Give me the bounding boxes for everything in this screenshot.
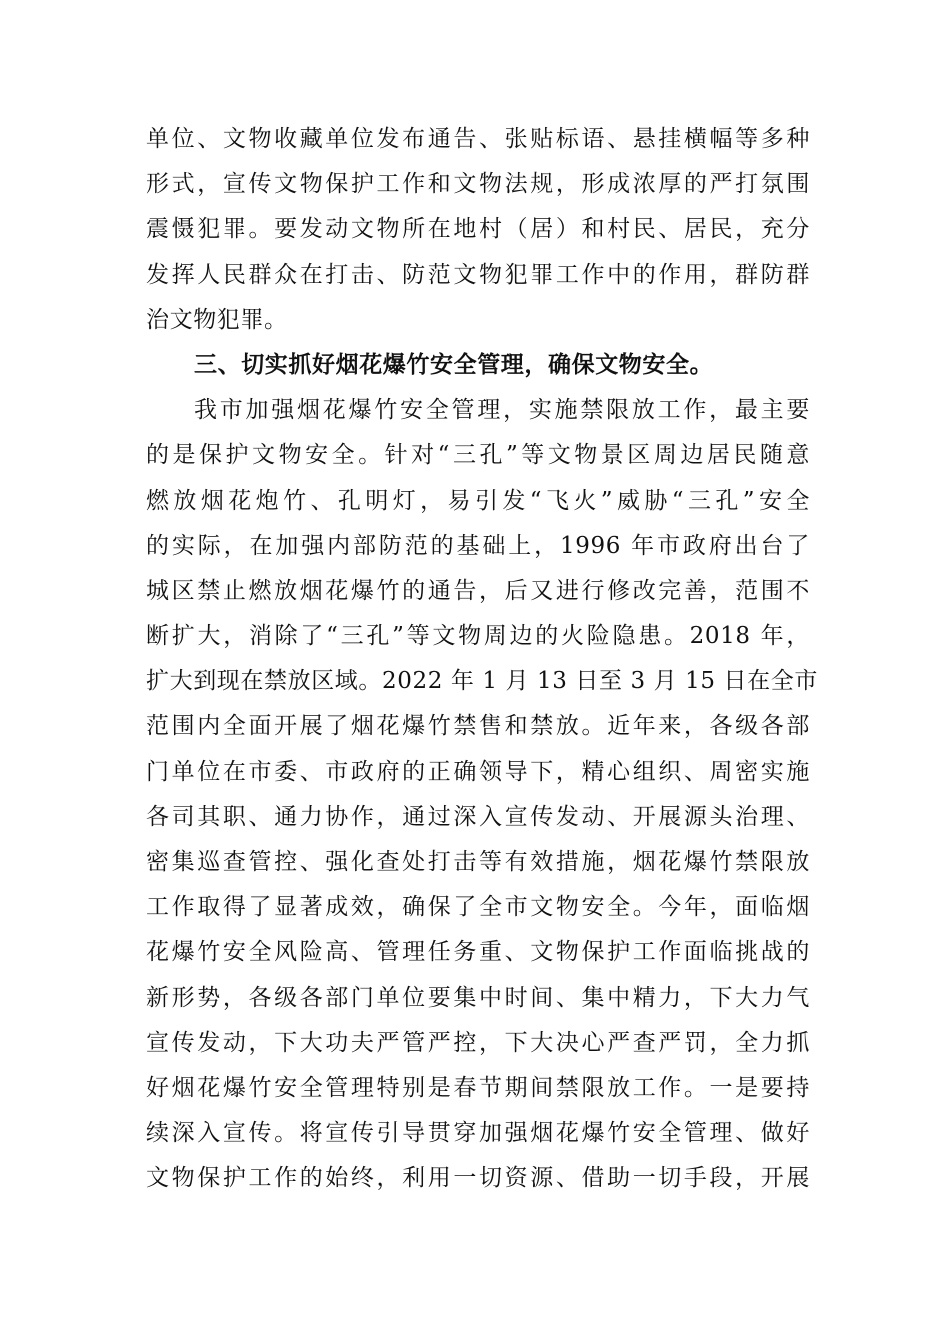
paragraph-2-line-18: 文物保护工作的始终，利用一切资源、借助一切手段，开展 bbox=[146, 1165, 810, 1192]
paragraph-2-line-13: 花爆竹安全风险高、管理任务重、文物保护工作面临挑战的 bbox=[146, 939, 810, 966]
paragraph-2-line-2: 的是保护文物安全。针对“三孔”等文物景区周边居民随意 bbox=[146, 442, 810, 469]
paragraph-2-line-15: 宣传发动，下大功夫严管严控，下大决心严查严罚，全力抓 bbox=[146, 1029, 810, 1056]
paragraph-1-line-1: 单位、文物收藏单位发布通告、张贴标语、悬挂横幅等多种 bbox=[146, 126, 810, 152]
paragraph-2-line-5: 城区禁止燃放烟花爆竹的通告，后又进行修改完善，范围不 bbox=[146, 577, 810, 604]
paragraph-2-line-14: 新形势，各级各部门单位要集中时间、集中精力，下大力气 bbox=[146, 984, 810, 1011]
paragraph-2-line-11: 密集巡查管控、强化查处打击等有效措施，烟花爆竹禁限放 bbox=[146, 849, 810, 875]
paragraph-1-line-4: 发挥人民群众在打击、防范文物犯罪工作中的作用，群防群 bbox=[146, 261, 810, 288]
paragraph-2-line-16: 好烟花爆竹安全管理特别是春节期间禁限放工作。一是要持 bbox=[146, 1074, 810, 1101]
paragraph-2-line-7: 扩大到现在禁放区域。2022 年 1 月 13 日至 3 月 15 日在全市 bbox=[146, 668, 818, 695]
paragraph-2-line-3: 燃放烟花炮竹、孔明灯，易引发“飞火”威胁“三孔”安全 bbox=[146, 487, 810, 514]
paragraph-2-line-10: 各司其职、通力协作，通过深入宣传发动、开展源头治理、 bbox=[146, 803, 810, 830]
paragraph-2-line-12: 工作取得了显著成效，确保了全市文物安全。今年，面临烟 bbox=[146, 894, 810, 921]
paragraph-1-line-2: 形式，宣传文物保护工作和文物法规，形成浓厚的严打氛围 bbox=[146, 171, 810, 198]
document-body bbox=[146, 117, 818, 1202]
section-heading: 三、切实抓好烟花爆竹安全管理，确保文物安全。 bbox=[194, 351, 714, 378]
paragraph-2-line-6: 断扩大，消除了“三孔”等文物周边的火险隐患。2018 年， bbox=[146, 623, 810, 650]
paragraph-2-line-9: 门单位在市委、市政府的正确领导下，精心组织、周密实施 bbox=[146, 758, 810, 785]
paragraph-2-line-4: 的实际，在加强内部防范的基础上，1996 年市政府出台了 bbox=[146, 532, 810, 559]
paragraph-2-line-1: 我市加强烟花爆竹安全管理，实施禁限放工作，最主要 bbox=[194, 397, 810, 424]
paragraph-1-line-3: 震慑犯罪。要发动文物所在地村（居）和村民、居民，充分 bbox=[146, 216, 810, 243]
paragraph-2-line-17: 续深入宣传。将宣传引导贯穿加强烟花爆竹安全管理、做好 bbox=[146, 1120, 810, 1147]
paragraph-1-line-5: 治文物犯罪。 bbox=[146, 306, 288, 333]
paragraph-2-line-8: 范围内全面开展了烟花爆竹禁售和禁放。近年来，各级各部 bbox=[146, 713, 810, 740]
